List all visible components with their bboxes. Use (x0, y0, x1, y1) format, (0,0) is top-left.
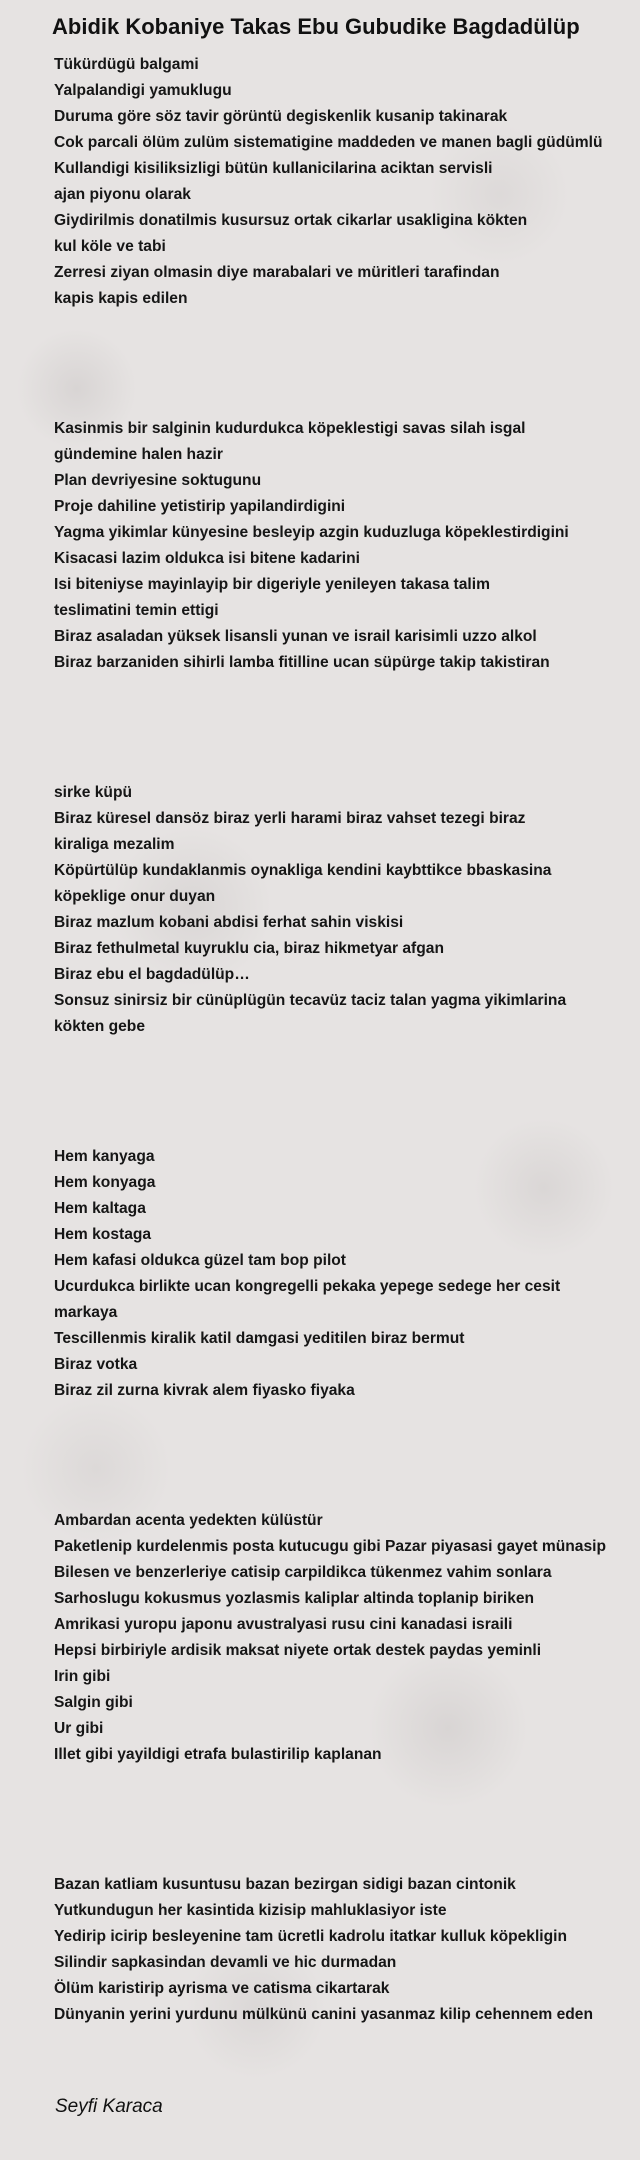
stanza-divider (54, 676, 634, 780)
poem-line: Plan devriyesine soktugunu (54, 472, 262, 489)
poem-line: Hem kaltaga (54, 1200, 146, 1217)
poem-line: Isi biteniyse mayinlayip bir digeriyle yenileyen takasa talim (54, 576, 490, 593)
poem-line: Duruma göre söz tavir görüntü degiskenlik kusanip takinarak (54, 108, 508, 125)
poem-line: Tükürdügü balgami (54, 56, 199, 73)
poem-line: sirke küpü (54, 784, 132, 801)
poem-line: Salgin gibi (54, 1694, 133, 1711)
poem-line: Yedirip icirip besleyenine tam ücretli kadrolu itatkar kulluk köpekligin (54, 1928, 568, 1945)
poem-line: Biraz zil zurna kivrak alem fiyasko fiyaka (54, 1382, 355, 1399)
poem-line: Paketlenip kurdelenmis posta kutucugu gibi Pazar piyasasi gayet münasip (54, 1538, 607, 1555)
poem-line: Kisacasi lazim oldukca isi bitene kadarini (54, 550, 360, 567)
poem-line: Bilesen ve benzerleriye catisip carpildikca tükenmez vahim sonlara (54, 1564, 552, 1581)
poem-line: Zerresi ziyan olmasin diye marabalari ve müritleri tarafindan (54, 264, 500, 281)
poem-line: köpeklige onur duyan (54, 888, 216, 905)
poem-line: Kasinmis bir salginin kudurdukca köpeklestigi savas silah isgal (54, 420, 526, 437)
poem-line: kul köle ve tabi (54, 238, 166, 255)
poem-line: Hepsi birbiriyle ardisik maksat niyete ortak destek paydas yeminli (54, 1642, 542, 1659)
poem-stanza (54, 416, 634, 676)
stanza-divider (54, 1768, 634, 1872)
poem-line: Illet gibi yayildigi etrafa bulastirilip kaplanan (54, 1746, 382, 1763)
stanza-divider (54, 1404, 634, 1508)
poem-stanza (54, 780, 634, 1040)
poem-line: Irin gibi (54, 1668, 111, 1685)
poem-line: ajan piyonu olarak (54, 186, 191, 203)
poem-body (54, 52, 634, 2028)
poem-stanza (54, 1508, 634, 1768)
poem-line: Hem kanyaga (54, 1148, 155, 1165)
poem-line: Biraz barzaniden sihirli lamba fitilline ucan süpürge takip takistiran (54, 654, 550, 671)
poem-line: Biraz küresel dansöz biraz yerli harami biraz vahset tezegi biraz (54, 810, 526, 827)
poem-line: Biraz asaladan yüksek lisansli yunan ve israil karisimli uzzo alkol (54, 628, 537, 645)
poem-line: Hem kostaga (54, 1226, 152, 1243)
poem-line: Amrikasi yuropu japonu avustralyasi rusu cini kanadasi israili (54, 1616, 513, 1633)
poem-line: Hem kafasi oldukca güzel tam bop pilot (54, 1252, 347, 1269)
poem-line: Ölüm karistirip ayrisma ve catisma cikartarak (54, 1980, 390, 1997)
poem-stanza (54, 52, 634, 312)
poem-stanza (54, 1144, 634, 1404)
poem-line: kökten gebe (54, 1018, 145, 1035)
poem-line: Sonsuz sinirsiz bir cünüplügün tecavüz taciz talan yagma yikimlarina (54, 992, 567, 1009)
poem-line: Biraz fethulmetal kuyruklu cia, biraz hikmetyar afgan (54, 940, 444, 957)
poem-line: Ucurdukca birlikte ucan kongregelli pekaka yepege sedege her cesit (54, 1278, 561, 1295)
poem-line: Silindir sapkasindan devamli ve hic durmadan (54, 1954, 397, 1971)
poem-line: Tescillenmis kiralik katil damgasi yeditilen biraz bermut (54, 1330, 465, 1347)
poem-line: Bazan katliam kusuntusu bazan bezirgan sidigi bazan cintonik (54, 1876, 516, 1893)
poem-line: markaya (54, 1304, 118, 1321)
poem-line: Giydirilmis donatilmis kusursuz ortak cikarlar usakligina kökten (54, 212, 528, 229)
poem-line: Köpürtülüp kundaklanmis oynakliga kendini kaybttikce bbaskasina (54, 862, 552, 879)
poem-line: Yagma yikimlar künyesine besleyip azgin kuduzluga köpeklestirdigini (54, 524, 569, 541)
poem-author: Seyfi Karaca (55, 2096, 163, 2117)
poem-stanza (54, 1872, 634, 2028)
poem-line: gündemine halen hazir (54, 446, 223, 463)
poem-line: kiraliga mezalim (54, 836, 175, 853)
stanza-divider (54, 1040, 634, 1144)
poem-title: Abidik Kobaniye Takas Ebu Gubudike Bagdadülüp (52, 14, 580, 39)
stanza-divider (54, 312, 634, 416)
poem-line: Ambardan acenta yedekten külüstür (54, 1512, 323, 1529)
poem-line: Sarhoslugu kokusmus yozlasmis kaliplar altinda toplanip biriken (54, 1590, 535, 1607)
poem-line: Dünyanin yerini yurdunu mülkünü canini yasanmaz kilip cehennem eden (54, 2006, 593, 2023)
poem-line: Biraz votka (54, 1356, 138, 1373)
poem-line: Cok parcali ölüm zulüm sistematigine maddeden ve manen bagli güdümlü (54, 134, 603, 151)
poem-line: Ur gibi (54, 1720, 104, 1737)
poem-line: Proje dahiline yetistirip yapilandirdigini (54, 498, 346, 515)
poem-line: Hem konyaga (54, 1174, 156, 1191)
poem-line: Yalpalandigi yamuklugu (54, 82, 232, 99)
poem-line: Kullandigi kisiliksizligi bütün kullanicilarina aciktan servisli (54, 160, 493, 177)
poem-line: kapis kapis edilen (54, 290, 188, 307)
poem-line: Biraz ebu el bagdadülüp… (54, 966, 250, 983)
poem-line: Biraz mazlum kobani abdisi ferhat sahin viskisi (54, 914, 404, 931)
poem-line: teslimatini temin ettigi (54, 602, 219, 619)
poem-line: Yutkundugun her kasintida kizisip mahluklasiyor iste (54, 1902, 447, 1919)
